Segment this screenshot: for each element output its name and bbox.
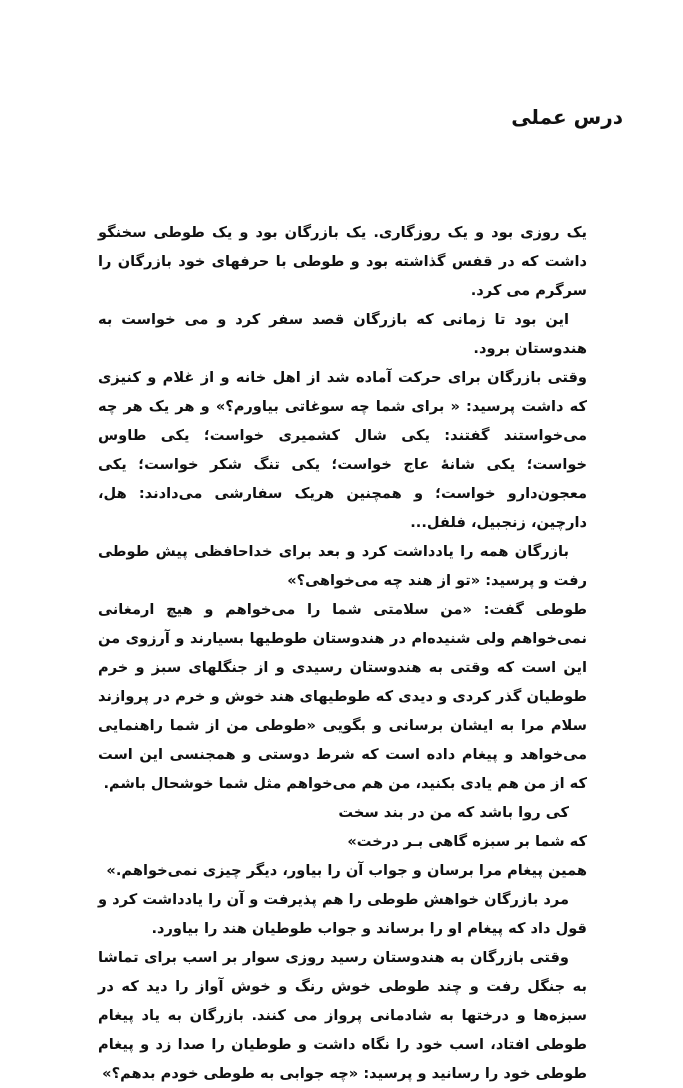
paragraph-3: وقتی بازرگان برای حرکت آماده شد از اهل خانه و از غلام و کنیزی که داشت پرسید: « برای شما چه سوغاتی بیاورم؟» و هر یک هر چه می‌خواستند گفتند: یکی شال کشمیری خواست؛ یکی طاوس خواست؛ یکی شانهٔ عاج خواست؛ یکی تنگ شکر خواست؛ یکی معجون‌دارو خواست؛ و همچنین هریک سفارشی می‌دادند: هل، دارچین، زنجبیل، فلفل... [98, 369, 587, 531]
verse-hemistich-2: که شما بر سبزه گاهی بـر درخت» [347, 833, 587, 850]
story-text [98, 218, 587, 1088]
paragraph-5: طوطی گفت: «من سلامتی شما را می‌خواهم و هیچ ارمغانی نمی‌خواهم ولی شنیده‌ام در هندوستان طوطیها بسیارند و آرزوی من این است که وقتی به هندوستان رسیدی و از جنگلهای سبز و خرم طوطیان گذر کردی و دیدی که طوطیهای هند خوش و خرم در پروازند سلام مرا به ایشان برسانی و بگویی «طوطی من از شما راهنمایی می‌خواهد و پیغام داده است که شرط دوستی و همجنسی این است که از من هم یادی بکنید، من هم می‌خواهم مثل شما خوشحال باشم. [98, 601, 587, 792]
paragraph-2: این بود تا زمانی که بازرگان قصد سفر کرد و می خواست به هندوستان برود. [98, 311, 587, 357]
paragraph-7: مرد بازرگان خواهش طوطی را هم پذیرفت و آن را یادداشت کرد و قول داد که پیغام او را برساند و جواب طوطیان هند را بیاورد. [98, 891, 587, 937]
verse-hemistich-1: کی روا باشد که من در بند سخت [338, 804, 569, 821]
paragraph-1: یک روزی بود و یک روزگاری. یک بازرگان بود و یک طوطی سخنگو داشت که در قفس گذاشته بود و طوطی با حرفهای خود بازرگان را سرگرم می کرد. [98, 224, 587, 299]
paragraph-8: وقتی بازرگان به هندوستان رسید روزی سوار بر اسب برای تماشا به جنگل رفت و چند طوطی خوش رنگ و خوش آواز را دید که در سبزه‌ها و درختها به شادمانی پرواز می کنند. بازرگان به یاد پیغام طوطی افتاد، اسب خود را نگاه داشت و طوطیان را صدا زد و پیغام طوطی خود را رسانید و پرسید: «چه جوابی به طوطی خودم بدهم؟» [98, 949, 587, 1082]
lesson-title: درس عملی [511, 105, 623, 129]
paragraph-6: همین پیغام مرا برسان و جواب آن را بیاور، دیگر چیزی نمی‌خواهم.» [106, 862, 587, 879]
poem-verse [98, 798, 587, 856]
paragraph-4: بازرگان همه را یادداشت کرد و بعد برای خداحافظی پیش طوطی رفت و پرسید: «تو از هند چه می‌خواهی؟» [98, 543, 587, 589]
